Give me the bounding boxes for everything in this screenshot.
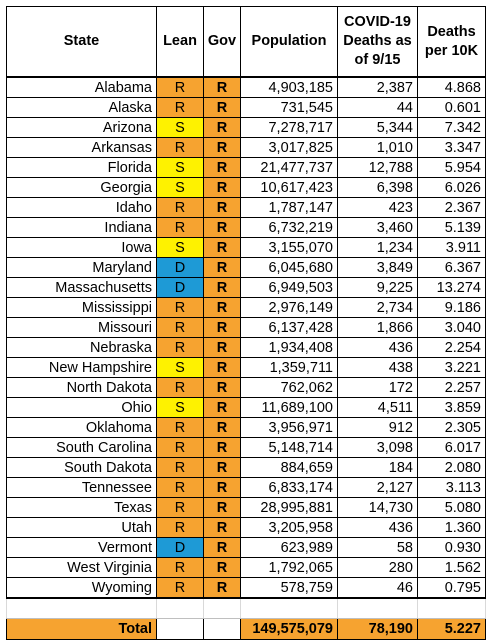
- deaths-cell[interactable]: 3,098: [338, 438, 418, 458]
- population-cell[interactable]: 6,833,174: [241, 478, 338, 498]
- deaths-cell[interactable]: 912: [338, 418, 418, 438]
- population-cell[interactable]: 6,732,219: [241, 218, 338, 238]
- deaths-per-10k-cell[interactable]: 9.186: [418, 298, 486, 318]
- population-cell[interactable]: 4,903,185: [241, 77, 338, 98]
- gov-cell[interactable]: R: [204, 158, 241, 178]
- population-cell[interactable]: 7,278,717: [241, 118, 338, 138]
- deaths-cell[interactable]: 2,127: [338, 478, 418, 498]
- header-state[interactable]: State: [7, 7, 157, 78]
- deaths-cell[interactable]: 280: [338, 558, 418, 578]
- header-population[interactable]: Population: [241, 7, 338, 78]
- deaths-cell[interactable]: 58: [338, 538, 418, 558]
- total-population[interactable]: 149,575,079: [241, 619, 338, 640]
- deaths-cell[interactable]: 2,387: [338, 77, 418, 98]
- state-cell[interactable]: Indiana: [7, 218, 157, 238]
- table-row: [7, 358, 486, 378]
- table-row: [7, 558, 486, 578]
- spacer-cell[interactable]: [418, 598, 486, 619]
- deaths-per-10k-cell[interactable]: 6.026: [418, 178, 486, 198]
- total-blank-cell[interactable]: [204, 619, 241, 640]
- lean-cell[interactable]: R: [157, 318, 204, 338]
- gov-cell[interactable]: R: [204, 198, 241, 218]
- state-cell[interactable]: South Carolina: [7, 438, 157, 458]
- state-cell[interactable]: Texas: [7, 498, 157, 518]
- state-cell[interactable]: Georgia: [7, 178, 157, 198]
- gov-cell[interactable]: R: [204, 398, 241, 418]
- population-cell[interactable]: 3,155,070: [241, 238, 338, 258]
- gov-cell[interactable]: R: [204, 258, 241, 278]
- population-cell[interactable]: 1,934,408: [241, 338, 338, 358]
- gov-cell[interactable]: R: [204, 518, 241, 538]
- population-cell[interactable]: 3,205,958: [241, 518, 338, 538]
- population-cell[interactable]: 6,949,503: [241, 278, 338, 298]
- total-label[interactable]: Total: [7, 619, 157, 640]
- lean-cell[interactable]: R: [157, 438, 204, 458]
- header-lean[interactable]: Lean: [157, 7, 204, 78]
- header-deaths[interactable]: COVID-19 Deaths as of 9/15: [338, 7, 418, 78]
- header-deaths-per-10k[interactable]: Deaths per 10K: [418, 7, 486, 78]
- header-row: [7, 7, 486, 78]
- deaths-cell[interactable]: 438: [338, 358, 418, 378]
- population-cell[interactable]: 623,989: [241, 538, 338, 558]
- deaths-per-10k-cell[interactable]: 2.305: [418, 418, 486, 438]
- population-cell[interactable]: 28,995,881: [241, 498, 338, 518]
- lean-cell[interactable]: R: [157, 298, 204, 318]
- lean-cell[interactable]: R: [157, 138, 204, 158]
- state-cell[interactable]: South Dakota: [7, 458, 157, 478]
- spacer-cell[interactable]: [7, 598, 157, 619]
- deaths-cell[interactable]: 184: [338, 458, 418, 478]
- deaths-cell[interactable]: 423: [338, 198, 418, 218]
- deaths-per-10k-cell[interactable]: 5.139: [418, 218, 486, 238]
- gov-cell[interactable]: R: [204, 238, 241, 258]
- population-cell[interactable]: 762,062: [241, 378, 338, 398]
- table-row: [7, 298, 486, 318]
- lean-cell[interactable]: R: [157, 478, 204, 498]
- deaths-per-10k-cell[interactable]: 3.911: [418, 238, 486, 258]
- gov-cell[interactable]: R: [204, 218, 241, 238]
- deaths-cell[interactable]: 5,344: [338, 118, 418, 138]
- population-cell[interactable]: 2,976,149: [241, 298, 338, 318]
- table-row: [7, 438, 486, 458]
- state-cell[interactable]: Utah: [7, 518, 157, 538]
- lean-cell[interactable]: S: [157, 398, 204, 418]
- population-cell[interactable]: 6,137,428: [241, 318, 338, 338]
- deaths-cell[interactable]: 436: [338, 518, 418, 538]
- gov-cell[interactable]: R: [204, 578, 241, 599]
- deaths-cell[interactable]: 3,849: [338, 258, 418, 278]
- deaths-per-10k-cell[interactable]: 2.367: [418, 198, 486, 218]
- gov-cell[interactable]: R: [204, 118, 241, 138]
- lean-cell[interactable]: R: [157, 518, 204, 538]
- population-cell[interactable]: 5,148,714: [241, 438, 338, 458]
- gov-cell[interactable]: R: [204, 498, 241, 518]
- lean-cell[interactable]: R: [157, 218, 204, 238]
- state-cell[interactable]: Oklahoma: [7, 418, 157, 438]
- deaths-per-10k-cell[interactable]: 3.859: [418, 398, 486, 418]
- deaths-cell[interactable]: 44: [338, 98, 418, 118]
- state-cell[interactable]: New Hampshire: [7, 358, 157, 378]
- deaths-per-10k-cell[interactable]: 13.274: [418, 278, 486, 298]
- deaths-per-10k-cell[interactable]: 3.113: [418, 478, 486, 498]
- table-row: [7, 258, 486, 278]
- population-cell[interactable]: 11,689,100: [241, 398, 338, 418]
- state-cell[interactable]: Alaska: [7, 98, 157, 118]
- total-deaths[interactable]: 78,190: [338, 619, 418, 640]
- state-cell[interactable]: Nebraska: [7, 338, 157, 358]
- table-row: [7, 418, 486, 438]
- lean-cell[interactable]: S: [157, 238, 204, 258]
- deaths-cell[interactable]: 6,398: [338, 178, 418, 198]
- table-body: [7, 77, 486, 598]
- deaths-per-10k-cell[interactable]: 4.868: [418, 77, 486, 98]
- population-cell[interactable]: 578,759: [241, 578, 338, 599]
- lean-cell[interactable]: R: [157, 77, 204, 98]
- gov-cell[interactable]: R: [204, 298, 241, 318]
- deaths-per-10k-cell[interactable]: 6.367: [418, 258, 486, 278]
- state-cell[interactable]: Tennessee: [7, 478, 157, 498]
- table-row: [7, 198, 486, 218]
- deaths-per-10k-cell[interactable]: 2.257: [418, 378, 486, 398]
- spacer-cell[interactable]: [338, 598, 418, 619]
- lean-cell[interactable]: R: [157, 98, 204, 118]
- deaths-cell[interactable]: 1,866: [338, 318, 418, 338]
- table-row: [7, 118, 486, 138]
- deaths-per-10k-cell[interactable]: 0.930: [418, 538, 486, 558]
- table-row: [7, 178, 486, 198]
- table-row: [7, 138, 486, 158]
- population-cell[interactable]: 1,792,065: [241, 558, 338, 578]
- gov-cell[interactable]: R: [204, 338, 241, 358]
- spreadsheet: [6, 6, 498, 640]
- deaths-cell[interactable]: 46: [338, 578, 418, 599]
- state-cell[interactable]: North Dakota: [7, 378, 157, 398]
- state-cell[interactable]: Massachusetts: [7, 278, 157, 298]
- spacer-cell[interactable]: [204, 598, 241, 619]
- deaths-cell[interactable]: 1,010: [338, 138, 418, 158]
- spacer-cell[interactable]: [241, 598, 338, 619]
- state-cell[interactable]: Alabama: [7, 77, 157, 98]
- deaths-cell[interactable]: 436: [338, 338, 418, 358]
- header-gov[interactable]: Gov: [204, 7, 241, 78]
- deaths-cell[interactable]: 12,788: [338, 158, 418, 178]
- lean-cell[interactable]: R: [157, 198, 204, 218]
- population-cell[interactable]: 3,956,971: [241, 418, 338, 438]
- table-row: [7, 538, 486, 558]
- population-cell[interactable]: 731,545: [241, 98, 338, 118]
- deaths-cell[interactable]: 14,730: [338, 498, 418, 518]
- deaths-per-10k-cell[interactable]: 7.342: [418, 118, 486, 138]
- gov-cell[interactable]: R: [204, 178, 241, 198]
- gov-cell[interactable]: R: [204, 358, 241, 378]
- deaths-per-10k-cell[interactable]: 0.601: [418, 98, 486, 118]
- table-row: [7, 98, 486, 118]
- deaths-cell[interactable]: 3,460: [338, 218, 418, 238]
- lean-cell[interactable]: R: [157, 378, 204, 398]
- lean-cell[interactable]: R: [157, 458, 204, 478]
- gov-cell[interactable]: R: [204, 438, 241, 458]
- gov-cell[interactable]: R: [204, 478, 241, 498]
- deaths-per-10k-cell[interactable]: 1.562: [418, 558, 486, 578]
- table-row: [7, 158, 486, 178]
- lean-cell[interactable]: R: [157, 418, 204, 438]
- gov-cell[interactable]: R: [204, 278, 241, 298]
- deaths-per-10k-cell[interactable]: 2.080: [418, 458, 486, 478]
- covid-deaths-table: [6, 6, 486, 640]
- deaths-cell[interactable]: 4,511: [338, 398, 418, 418]
- state-cell[interactable]: Missouri: [7, 318, 157, 338]
- total-row: [7, 619, 486, 640]
- state-cell[interactable]: Arkansas: [7, 138, 157, 158]
- deaths-per-10k-cell[interactable]: 5.080: [418, 498, 486, 518]
- spacer-cell[interactable]: [157, 598, 204, 619]
- gov-cell[interactable]: R: [204, 558, 241, 578]
- state-cell[interactable]: West Virginia: [7, 558, 157, 578]
- spacer-row: [7, 598, 486, 619]
- table-row: [7, 218, 486, 238]
- lean-cell[interactable]: S: [157, 178, 204, 198]
- gov-cell[interactable]: R: [204, 538, 241, 558]
- population-cell[interactable]: 6,045,680: [241, 258, 338, 278]
- lean-cell[interactable]: R: [157, 558, 204, 578]
- deaths-cell[interactable]: 2,734: [338, 298, 418, 318]
- table-row: [7, 398, 486, 418]
- deaths-per-10k-cell[interactable]: 1.360: [418, 518, 486, 538]
- lean-cell[interactable]: S: [157, 158, 204, 178]
- state-cell[interactable]: Florida: [7, 158, 157, 178]
- deaths-per-10k-cell[interactable]: 0.795: [418, 578, 486, 599]
- lean-cell[interactable]: S: [157, 358, 204, 378]
- gov-cell[interactable]: R: [204, 98, 241, 118]
- lean-cell[interactable]: D: [157, 258, 204, 278]
- gov-cell[interactable]: R: [204, 458, 241, 478]
- lean-cell[interactable]: S: [157, 118, 204, 138]
- table-row: [7, 478, 486, 498]
- gov-cell[interactable]: R: [204, 318, 241, 338]
- lean-cell[interactable]: D: [157, 538, 204, 558]
- gov-cell[interactable]: R: [204, 418, 241, 438]
- population-cell[interactable]: 1,359,711: [241, 358, 338, 378]
- population-cell[interactable]: 884,659: [241, 458, 338, 478]
- population-cell[interactable]: 10,617,423: [241, 178, 338, 198]
- table-row: [7, 278, 486, 298]
- total-blank-cell[interactable]: [157, 619, 204, 640]
- table-row: [7, 578, 486, 599]
- table-row: [7, 378, 486, 398]
- deaths-per-10k-cell[interactable]: 3.347: [418, 138, 486, 158]
- deaths-per-10k-cell[interactable]: 5.954: [418, 158, 486, 178]
- state-cell[interactable]: Iowa: [7, 238, 157, 258]
- state-cell[interactable]: Ohio: [7, 398, 157, 418]
- state-cell[interactable]: Mississippi: [7, 298, 157, 318]
- deaths-per-10k-cell[interactable]: 3.221: [418, 358, 486, 378]
- state-cell[interactable]: Vermont: [7, 538, 157, 558]
- state-cell[interactable]: Idaho: [7, 198, 157, 218]
- deaths-per-10k-cell[interactable]: 6.017: [418, 438, 486, 458]
- gov-cell[interactable]: R: [204, 77, 241, 98]
- population-cell[interactable]: 1,787,147: [241, 198, 338, 218]
- table-row: [7, 458, 486, 478]
- state-cell[interactable]: Arizona: [7, 118, 157, 138]
- total-deaths-per-10k[interactable]: 5.227: [418, 619, 486, 640]
- state-cell[interactable]: Maryland: [7, 258, 157, 278]
- deaths-cell[interactable]: 9,225: [338, 278, 418, 298]
- state-cell[interactable]: Wyoming: [7, 578, 157, 599]
- deaths-per-10k-cell[interactable]: 3.040: [418, 318, 486, 338]
- table-row: [7, 77, 486, 98]
- table-row: [7, 338, 486, 358]
- gov-cell[interactable]: R: [204, 378, 241, 398]
- population-cell[interactable]: 3,017,825: [241, 138, 338, 158]
- table-row: [7, 498, 486, 518]
- population-cell[interactable]: 21,477,737: [241, 158, 338, 178]
- deaths-cell[interactable]: 172: [338, 378, 418, 398]
- table-row: [7, 238, 486, 258]
- table-row: [7, 318, 486, 338]
- table-row: [7, 518, 486, 538]
- deaths-cell[interactable]: 1,234: [338, 238, 418, 258]
- lean-cell[interactable]: R: [157, 578, 204, 599]
- gov-cell[interactable]: R: [204, 138, 241, 158]
- lean-cell[interactable]: R: [157, 338, 204, 358]
- lean-cell[interactable]: D: [157, 278, 204, 298]
- lean-cell[interactable]: R: [157, 498, 204, 518]
- deaths-per-10k-cell[interactable]: 2.254: [418, 338, 486, 358]
